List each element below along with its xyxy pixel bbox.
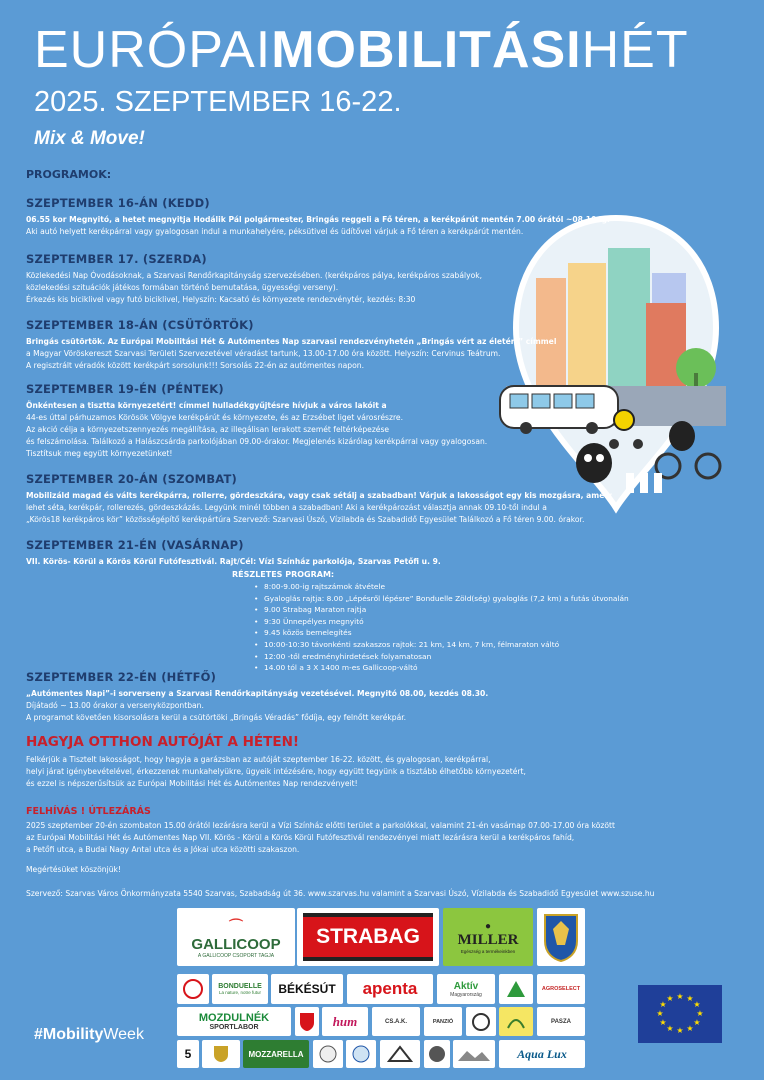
schedule-item: • Gyaloglás rajtja: 8.00 „Lépésről lépésre” Bonduelle Zöld(ség) gyaloglás (7,2 km) a futás útvonalán (264, 593, 666, 605)
sponsor-circle-icon-3 (424, 1040, 450, 1068)
bus-icon (500, 386, 618, 434)
aktiv-logo (437, 974, 495, 1004)
bonduelle-sub-text: La nature, notre futur (218, 990, 262, 995)
day-block-19 (26, 382, 506, 460)
agroselect-text: AGROSELECT (541, 986, 581, 992)
notice-line: 2025 szeptember 20-én szombaton 15.00 órától lezárásra kerül a Vízi Színház előtti terület a parkolókkal, valamint 21-én vasárnap 07.00-17.00 óra között (26, 821, 615, 830)
svg-text:★: ★ (693, 1000, 701, 1009)
szarvas-coat-of-arms-icon (537, 908, 585, 966)
day-heading: SZEPTEMBER 22-ÉN (HÉTFŐ) (26, 670, 217, 684)
day-line: VII. Körös- Körül a Körös Körül Futófesztivál. Rajt/Cél: Vízi Színház parkolója, Szarvas Petőfi u. 9. (26, 557, 441, 566)
strabag-text: STRABAG (316, 925, 420, 948)
day-block-21 (26, 538, 666, 674)
day-line: „Körös18 kerékpáros kör” közösségépítő kerékpártúra Szervező: Szarvasi Úszó, Vízilabda és Szabadidő Egyesület Találkozó a Fő téren 9.00. órakor. (26, 515, 585, 524)
mozdulnek-text: MOZDULNÉK (198, 1012, 270, 1024)
day-line: Önkéntesen a tisztta környezetért! címmel hulladékgyűjtésre hívjuk a város lakóit a (26, 401, 387, 410)
svg-text:★: ★ (686, 994, 694, 1003)
warning-heading: HAGYJA OTTHON AUTÓJÁT A HÉTEN! (26, 734, 300, 750)
mozzarella-logo (243, 1040, 309, 1068)
svg-text:★: ★ (659, 1000, 667, 1009)
apenta-logo (347, 974, 433, 1004)
day-heading: SZEPTEMBER 17. (SZERDA) (26, 252, 207, 266)
day-block-22 (26, 670, 616, 724)
day-heading: SZEPTEMBER 21-ÉN (VASÁRNAP) (26, 538, 244, 552)
aqualux-logo (499, 1040, 585, 1068)
svg-text:★: ★ (693, 1018, 701, 1027)
day-text (26, 336, 616, 372)
day-line: Aki autó helyett kerékpárral vagy gyalogosan indul a munkahelyére, péksütivel és üdítővel várjuk a Fő téren a kerékpárút mentén. (26, 227, 524, 236)
notice-line: a Petőfi utca, a Budai Nagy Antal utca és a Jókai utca közötti szakaszon. (26, 845, 300, 854)
aktiv-sub-text: Magyarország (450, 991, 482, 998)
day-line: A regisztrált véradók között kerékpárt sorsolunk!!! Sorsolás 22-én az autómentes napon. (26, 361, 364, 370)
title-het: HÉT (581, 21, 689, 79)
svg-text:★: ★ (656, 1009, 664, 1018)
day-text (26, 270, 616, 306)
hum-text: hum (332, 1013, 358, 1029)
bonduelle-text: BONDUELLE (218, 983, 262, 990)
day-block-20 (26, 472, 626, 526)
warning-line: Felkérjük a Tisztelt lakosságot, hogy hagyja a garázsban az autóját szeptember 16-22. között, és gyalogosan, kerékpárral, (26, 755, 491, 764)
day-line: Bringás csütörtök. Az Európai Mobilitási Hét & Autómentes Nap szarvasi rendezvényhetén „Bringás vért az életért” címmel (26, 337, 557, 346)
day-line: Közlekedési Nap Óvodásoknak, a Szarvasi Rendőrkapitányság szervezésében. (kerékpáros pálya, kerékpáros szabályok, (26, 271, 483, 280)
day-heading: SZEPTEMBER 19-ÉN (PÉNTEK) (26, 382, 224, 396)
eu-flag-icon (638, 985, 722, 1043)
day-heading: SZEPTEMBER 20-ÁN (SZOMBAT) (26, 472, 238, 486)
gallicoop-logo: ⌒ GALLICOOP A GALLICOOP CSOPORT TAGJA (177, 908, 295, 966)
day-line: közlekedési szituációk játékos formában történő bemutatása, ügyességi verseny). (26, 283, 339, 292)
leave-car-at-home-section (26, 734, 726, 790)
day-line: A programot követően kisorsolásra kerül a csütörtöki „Bringás Véradás” fődíja, egy felnőtt kerékpár. (26, 713, 407, 722)
day-text (26, 400, 506, 460)
schedule-item: • 9:30 Ünnepélyes megnyitó (264, 616, 666, 628)
day-heading: SZEPTEMBER 18-ÁN (CSÜTÖRTÖK) (26, 318, 254, 332)
event-dates: 2025. SZEPTEMBER 16-22. (34, 86, 402, 118)
bekesut-text: BÉKÉSÚT (278, 982, 336, 996)
warning-text (26, 754, 726, 790)
notice-text (26, 820, 726, 856)
pasza-text: PASZA (551, 1018, 571, 1025)
day-block-16 (26, 196, 616, 238)
day-line: Az akció célja a környezetszennyezés megállítása, az illegálisan lerakott szemét feltérképezése (26, 425, 390, 434)
sponsor-shield-icon (295, 1007, 319, 1036)
warning-line: helyi járat igénybevételével, érkezzenek munkahelyükre, ügyeik intézésére, hogy együtt tegyünk a tisztább élhetőbb környezetért, (26, 767, 526, 776)
aktiv-text: Aktív (453, 980, 479, 992)
day-line: 06.55 kor Megnyitó, a hetet megnyitja Hodálik Pál polgármester, Bringás reggeli a Fő téren, a kerékpárút mentén 7.00 órától ~08.10 ig. (26, 215, 610, 224)
hashtag (34, 1026, 144, 1044)
event-slogan: Mix & Move! (34, 128, 145, 149)
sponsor-five-icon: 5 (177, 1040, 199, 1068)
day-block-17 (26, 252, 616, 306)
miller-sub-text: Egészség a termékeinkben (460, 948, 516, 954)
schedule-item: • 10:00-10:30 távonkénti szakaszos rajtok: 21 km, 14 km, 7 km, félmaraton váltó (264, 639, 666, 651)
day-text (26, 490, 626, 526)
svg-text:★: ★ (676, 992, 684, 1001)
detailed-program-title: RÉSZLETES PROGRAM: (232, 570, 335, 579)
event-title (34, 20, 754, 90)
organizer-text: Szervező: Szarvas Város Önkormányzata 5540 Szarvas, Szabadság út 36. www.szarvas.hu valamint a Szarvasi Úszó, Vízilabda és Szabadidő Egyesület www.szuse.hu (26, 889, 655, 898)
schedule-item: • 9.00 Strabag Maraton rajtja (264, 604, 666, 616)
gallicoop-sub-text: A GALLICOOP CSOPORT TAGJA (197, 952, 275, 959)
bekesut-logo (271, 974, 343, 1004)
sponsor-circle-icon-1 (313, 1040, 343, 1068)
day-text (26, 556, 666, 568)
gallicoop-text: GALLICOOP (191, 935, 281, 953)
day-line: Érkezés kis biciklivel vagy futó biciklivel, Helyszín: Kacsató és környezete rendezvénytér, kezdés: 8:30 (26, 295, 416, 304)
schedule-item: • 9.45 közös bemelegítés (264, 627, 666, 639)
day-line: Díjátadó ~ 13.00 órakor a versenyközpontban. (26, 701, 204, 710)
day-line: Tisztítsuk meg együtt környezetünket! (26, 449, 173, 458)
day-text (26, 214, 616, 238)
svg-text:★: ★ (666, 994, 674, 1003)
miller-text: MILLER (457, 931, 519, 948)
csak-logo (372, 1007, 420, 1036)
mozdulnek-logo (177, 1007, 291, 1036)
day-line: és felszámolása. Találkozó a Halászcsárda parkolójában 09.00-órakor. Megjelenés kizárólag kerékpárral vagy gyalogosan. (26, 437, 488, 446)
title-mobilitasi: MOBILITÁSI (271, 21, 582, 79)
day-line: lehet séta, kerékpár, rollerezés, gördeszkázás. Legyünk minél többen a szabadban! Aki a kerékpározást választja annak 09.10-től indul a (26, 503, 547, 512)
day-line: 44-es úttal párhuzamos Körösök Völgye kerékpárút és környezete, és az Erzsébet liget városrészre. (26, 413, 404, 422)
svg-text:★: ★ (676, 1026, 684, 1035)
schedule-item: • 14.00 tól a 3 X 1400 m-es Gallicoop-váltó (264, 662, 666, 674)
hashtag-rest: Week (103, 1026, 144, 1043)
run-schedule-list (26, 581, 666, 674)
strabag-logo (297, 908, 439, 966)
agroselect-logo (537, 974, 585, 1004)
panzio-logo (424, 1007, 462, 1036)
road-closure-notice (26, 806, 726, 856)
sponsor-circle-icon-2 (346, 1040, 376, 1068)
hum-logo (322, 1007, 368, 1036)
sponsor-logo-red-icon (177, 974, 209, 1004)
day-line: Mobilizáld magad és válts kerékpárra, rollerre, gördeszkára, vagy csak sétálj a szabadban! Várjuk a lakosságot egy kis mozgásra, amely (26, 491, 612, 500)
title-europai: EURÓPAI (34, 21, 272, 79)
bonduelle-logo (212, 974, 268, 1004)
sponsor-emblem-icon (380, 1040, 420, 1068)
miller-logo: ● MILLER Egészség a termékeinkben (443, 908, 533, 966)
sponsor-logo-green-icon (499, 974, 533, 1004)
svg-text:★: ★ (696, 1009, 704, 1018)
day-line: a Magyar Vöröskereszt Szarvasi Területi Szervezetével véradást tartunk, 13.00-17.00 óra között. Helyszín: Cervinus Teátrum. (26, 349, 501, 358)
sponsor-crest-icon (202, 1040, 240, 1068)
mozzarella-text: MOZZARELLA (248, 1049, 304, 1059)
day-heading: SZEPTEMBER 16-ÁN (KEDD) (26, 196, 210, 210)
svg-text:★: ★ (666, 1024, 674, 1033)
day-line: „Autómentes Napi”-i sorverseny a Szarvasi Rendőrkapitányság vezetésével. Megnyitó 08.00, kezdés 08.30. (26, 689, 489, 698)
csak-text: CS.A.K. (384, 1018, 407, 1025)
notice-line: az Európai Mobilitási Hét és Autómentes Nap VII. Körös - Körül a Körös Körül Futófesztivál rendezvényei miatt lezárásra kerül a kerékpáros fahíd, (26, 833, 575, 842)
programs-label: PROGRAMOK: (26, 168, 112, 181)
mozdulnek-sub-text: SPORTLABOR (209, 1024, 259, 1031)
day-text (26, 688, 616, 724)
apenta-text: apenta (362, 979, 418, 998)
sponsor-yellow-icon (499, 1007, 533, 1036)
pasza-logo (537, 1007, 585, 1036)
schedule-item: • 12:00 -től eredményhirdetések folyamatosan (264, 651, 666, 663)
sponsor-round-icon (466, 1007, 496, 1036)
sponsor-landscape-icon (453, 1040, 495, 1068)
hashtag-bold: #Mobility (34, 1026, 104, 1043)
svg-text:★: ★ (686, 1024, 694, 1033)
notice-heading: FELHÍVÁS ! ÚTLEZÁRÁS (26, 806, 151, 817)
thanks-text: Megértésüket köszönjük! (26, 865, 121, 874)
day-block-18 (26, 318, 616, 372)
svg-text:★: ★ (659, 1018, 667, 1027)
aqualux-text: Aqua Lux (517, 1046, 567, 1061)
warning-line: és ezzel is népszerűsítsük az Európai Mobilitási Hét és Autómentes Nap rendezvényeit! (26, 779, 358, 788)
panzio-text: PANZIÓ (432, 1018, 454, 1025)
schedule-item: • 8:00-9.00-ig rajtszámok átvétele (264, 581, 666, 593)
